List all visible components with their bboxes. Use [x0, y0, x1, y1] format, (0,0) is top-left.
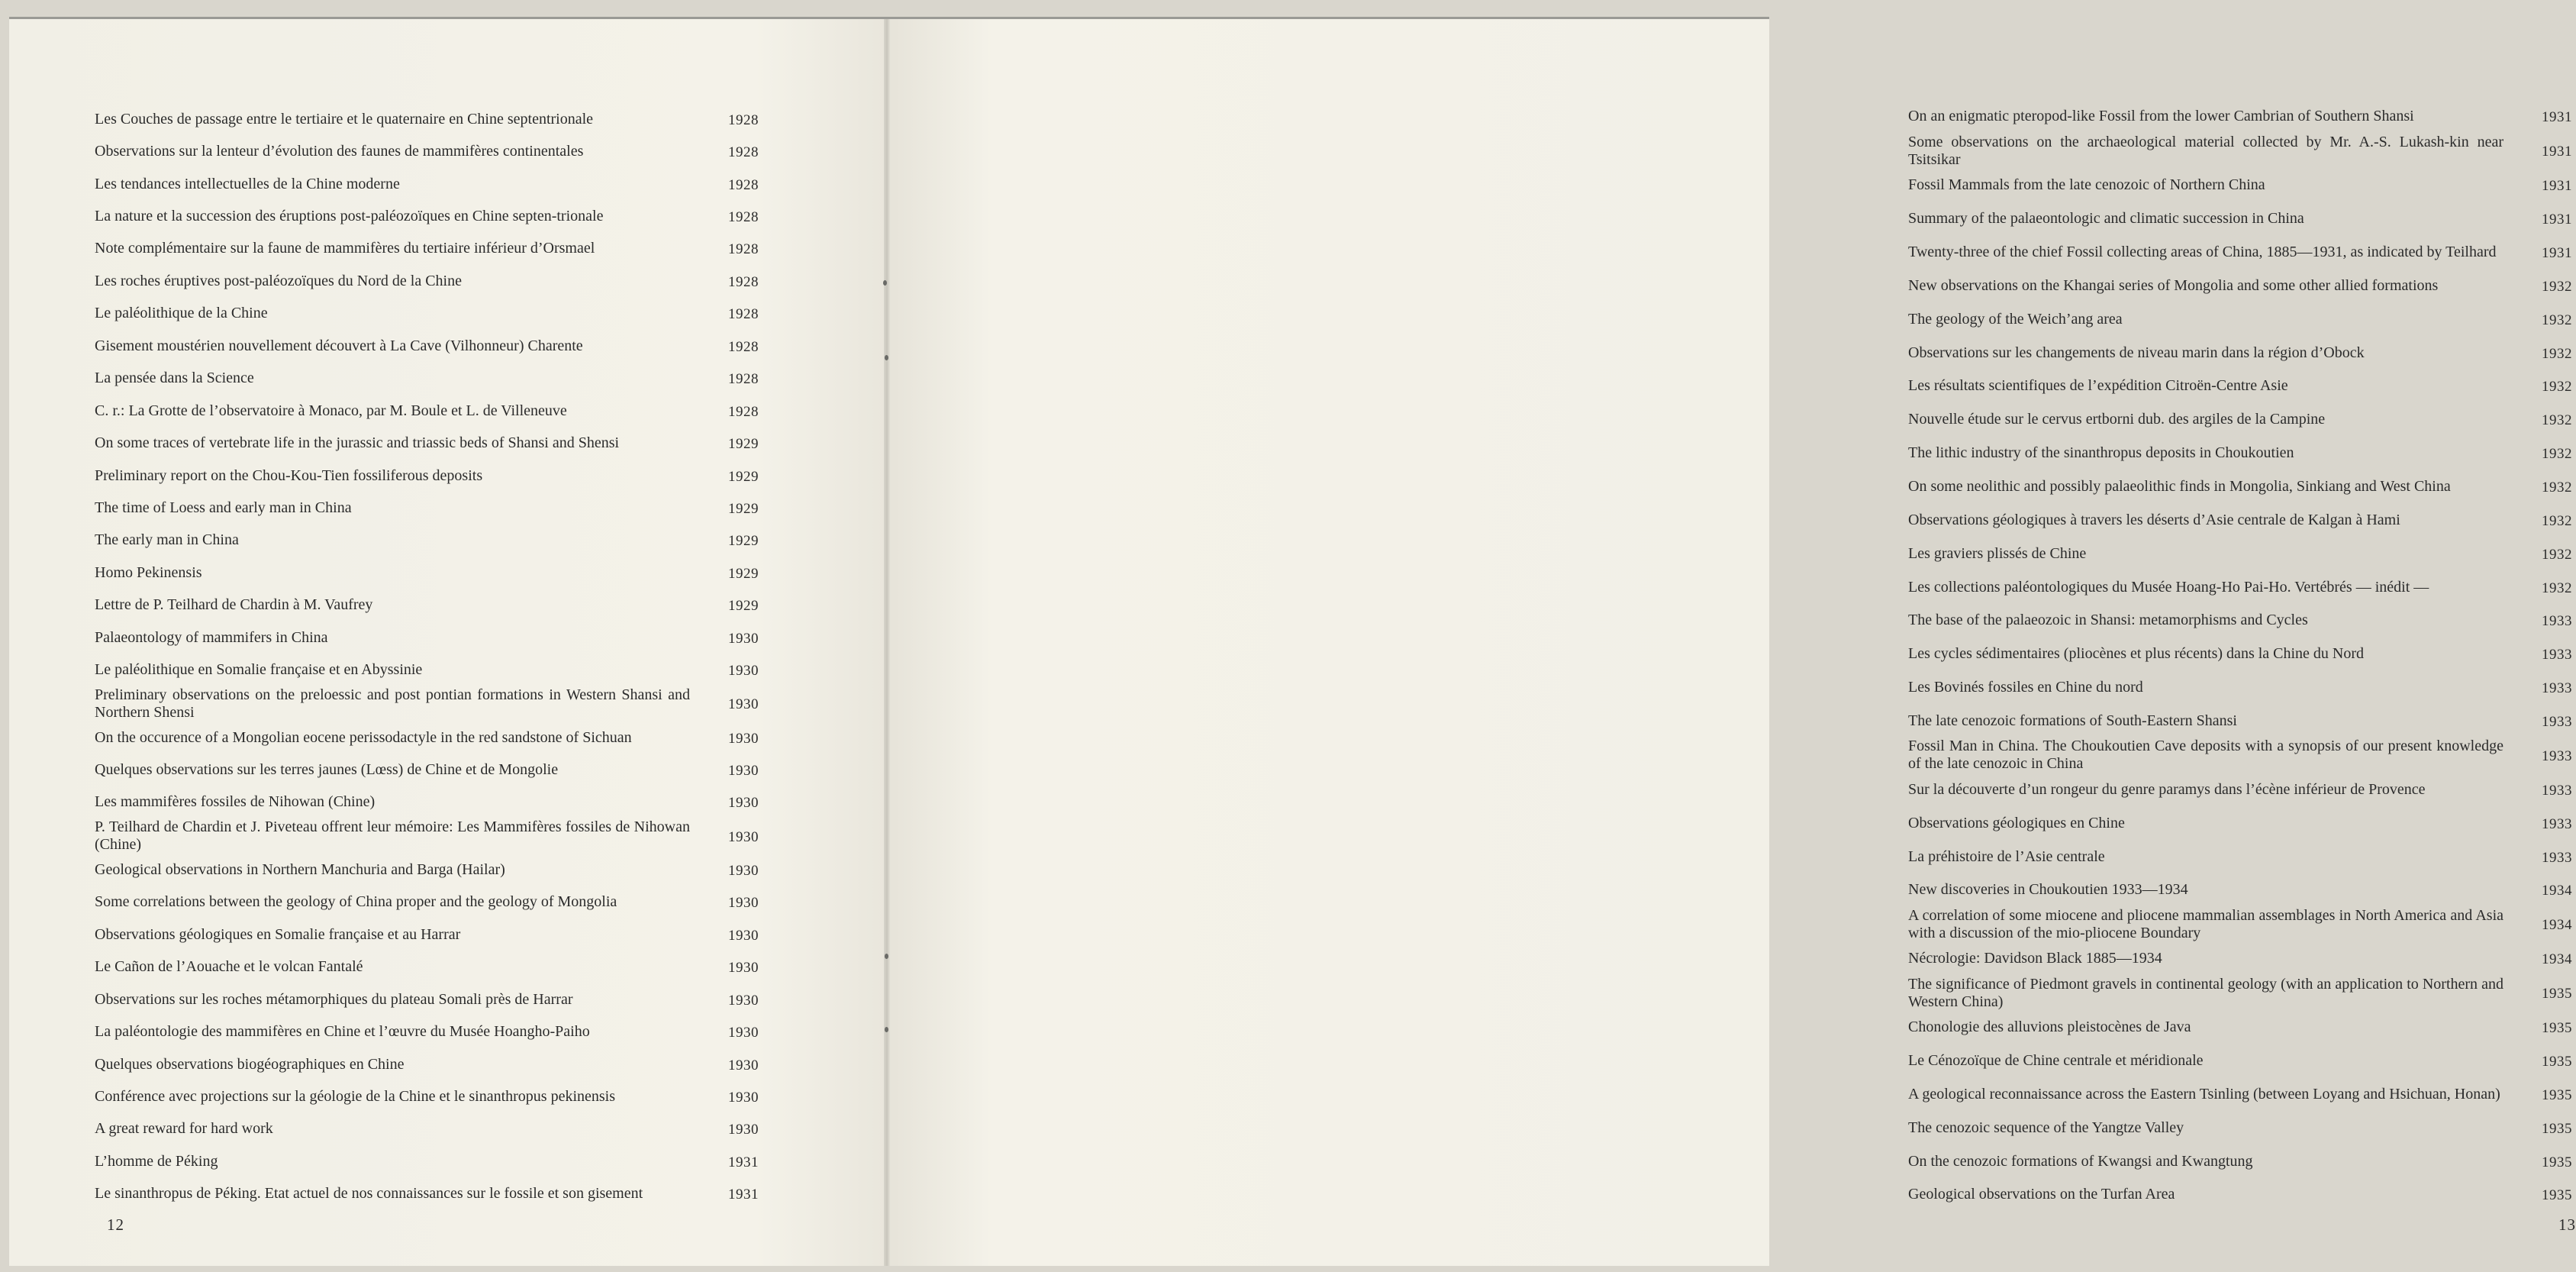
entry-year: 1933 [2542, 647, 2572, 663]
bibliography-entry [1908, 671, 2572, 705]
entry-title: The cenozoic sequence of the Yangtze Valley [1908, 1119, 2184, 1136]
bibliography-entry [1908, 1044, 2572, 1078]
bibliography-entry [1908, 638, 2572, 671]
entry-year: 1932 [2542, 512, 2572, 529]
entry-year: 1928 [728, 338, 759, 355]
bibliography-entry [1908, 202, 2572, 236]
entry-year: 1929 [728, 598, 759, 615]
bibliography-entry [95, 854, 759, 886]
entry-title: The significance of Piedmont gravels in continental geology (with an application to Northern and Western China) [1908, 975, 2503, 1010]
entry-title: Observations géologiques à travers les déserts d’Asie centrale de Kalgan à Hami [1908, 511, 2400, 528]
bibliography-entry [95, 686, 759, 722]
entry-year: 1933 [2542, 680, 2572, 697]
bibliography-entry [1908, 907, 2572, 942]
entry-year: 1934 [2542, 917, 2572, 934]
bibliography-entry [1908, 134, 2572, 169]
entry-title: Summary of the palaeontologic and climatic succession in China [1908, 210, 2304, 228]
entry-title: Quelques observations sur les terres jaunes (Lœss) de Chine et de Mongolie [95, 761, 559, 779]
bibliography-entry [95, 1145, 759, 1177]
entry-year: 1930 [728, 1089, 759, 1106]
bibliography-entry [1908, 1011, 2572, 1044]
entry-title: Les graviers plissés de Chine [1908, 544, 2087, 562]
entry-title: On the occurence of a Mongolian eocene perissodactyle in the red sandstone of Sichuan [95, 728, 632, 746]
entry-title: The late cenozoic formations of South-Eastern Shansi [1908, 712, 2237, 730]
entry-year: 1931 [728, 1186, 759, 1203]
left-page [9, 19, 887, 1266]
entry-title: Observations sur la lenteur d’évolution des faunes de mammifères continentales [95, 143, 584, 160]
entry-year: 1932 [2542, 345, 2572, 362]
entry-title: Chonologie des alluvions pleistocènes de Java [1908, 1019, 2191, 1036]
bibliography-entry [95, 1048, 759, 1080]
entry-title: Les Bovinés fossiles en Chine du nord [1908, 679, 2143, 696]
entry-title: A geological reconnaissance across the Eastern Tsinling (between Loyang and Hsichuan, Honan) [1908, 1085, 2500, 1103]
entry-title: Les collections paléontologiques du Musée Hoang-Ho Pai-Ho. Vertébrés — inédit — [1908, 578, 2429, 596]
entry-year: 1932 [2542, 379, 2572, 395]
entry-year: 1930 [728, 992, 759, 1009]
entry-title: Le paléolithique en Somalie française et en Abyssinie [95, 661, 423, 679]
bibliography-entry [1908, 806, 2572, 840]
entry-title: Les Couches de passage entre le tertiaire et le quaternaire en Chine septentrionale [95, 110, 594, 128]
entry-title: Lettre de P. Teilhard de Chardin à M. Vaufrey [95, 596, 373, 614]
bibliography-entry [1908, 570, 2572, 604]
bibliography-entry [1908, 773, 2572, 806]
entry-year: 1935 [2542, 1154, 2572, 1170]
bibliography-entry [95, 525, 759, 557]
entry-title: Le paléolithique de la Chine [95, 305, 268, 322]
entry-title: The early man in China [95, 531, 239, 549]
entry-year: 1935 [2542, 1086, 2572, 1103]
entry-title: Le sinanthropus de Péking. Etat actuel de nos connaissances sur le fossile et son gisement [95, 1185, 643, 1203]
entry-year: 1932 [2542, 580, 2572, 596]
entry-title: Conférence avec projections sur la géologie de la Chine et le sinanthropus pekinensis [95, 1087, 616, 1105]
bibliography-entry [1908, 437, 2572, 470]
entry-year: 1933 [2542, 714, 2572, 731]
bibliography-entry [95, 427, 759, 459]
entry-year: 1932 [2542, 278, 2572, 295]
entry-year: 1930 [728, 763, 759, 780]
entry-title: On the cenozoic formations of Kwangsi and Kwangtung [1908, 1152, 2253, 1170]
bibliography-entry [1908, 336, 2572, 370]
bibliography-entry [95, 818, 759, 854]
bibliography-entry [1908, 470, 2572, 504]
entry-year: 1929 [728, 436, 759, 453]
entry-year: 1929 [728, 565, 759, 582]
entry-year: 1931 [2542, 109, 2572, 126]
entry-title: Les cycles sédimentaires (pliocènes et plus récents) dans la Chine du Nord [1908, 645, 2365, 663]
entry-title: Fossil Mammals from the late cenozoic of Northern China [1908, 176, 2265, 194]
entry-year: 1934 [2542, 951, 2572, 968]
entry-year: 1932 [2542, 446, 2572, 463]
bibliography-entry [1908, 1111, 2572, 1144]
entry-year: 1929 [728, 533, 759, 550]
right-bibliography-list [1908, 100, 2572, 1212]
entry-title: La pensée dans la Science [95, 370, 254, 387]
bibliography-entry [95, 298, 759, 330]
paper-speck [885, 355, 888, 360]
paper-speck [885, 1027, 888, 1032]
entry-title: Nouvelle étude sur le cervus ertborni dub. des argiles de la Campine [1908, 411, 2326, 428]
entry-year: 1930 [728, 960, 759, 977]
bibliography-entry [1908, 705, 2572, 738]
entry-year: 1930 [728, 663, 759, 680]
entry-title: The geology of the Weich’ang area [1908, 310, 2123, 328]
entry-title: Geological observations on the Turfan Area [1908, 1186, 2175, 1203]
entry-title: A great reward for hard work [95, 1120, 273, 1138]
entry-year: 1930 [728, 862, 759, 879]
bibliography-entry [95, 786, 759, 818]
entry-year: 1935 [2542, 1187, 2572, 1204]
entry-year: 1934 [2542, 883, 2572, 899]
entry-year: 1930 [728, 927, 759, 944]
entry-year: 1935 [2542, 1120, 2572, 1137]
bibliography-entry [1908, 738, 2572, 773]
entry-year: 1928 [728, 306, 759, 323]
bibliography-entry [95, 135, 759, 167]
entry-title: On some neolithic and possibly palaeolithic finds in Mongolia, Sinkiang and West China [1908, 478, 2451, 496]
bibliography-entry [95, 1178, 759, 1210]
bibliography-entry [1908, 840, 2572, 873]
entry-title: Some correlations between the geology of China proper and the geology of Mongolia [95, 893, 617, 911]
bibliography-entry [95, 1113, 759, 1145]
entry-year: 1928 [728, 209, 759, 226]
book-gutter [884, 19, 890, 1266]
book-spread [9, 17, 2576, 1266]
entry-year: 1928 [728, 371, 759, 388]
right-page-number: 13 [2558, 1216, 2576, 1234]
entry-title: Homo Pekinensis [95, 563, 202, 581]
entry-year: 1928 [728, 403, 759, 420]
bibliography-entry [95, 886, 759, 918]
entry-year: 1930 [728, 630, 759, 647]
entry-title: On some traces of vertebrate life in the jurassic and triassic beds of Shansi and Shensi [95, 434, 620, 452]
right-page [887, 19, 2576, 1266]
paper-speck [885, 954, 888, 959]
bibliography-entry [95, 103, 759, 135]
bibliography-entry [1908, 269, 2572, 302]
bibliography-entry [95, 918, 759, 951]
bibliography-entry [1908, 169, 2572, 202]
bibliography-entry [1908, 873, 2572, 907]
entry-year: 1933 [2542, 782, 2572, 799]
entry-title: The lithic industry of the sinanthropus deposits in Choukoutien [1908, 444, 2294, 462]
entry-title: Observations géologiques en Somalie française et au Harrar [95, 925, 461, 943]
bibliography-entry [95, 983, 759, 1015]
entry-title: Palaeontology of mammifers in China [95, 628, 328, 646]
entry-year: 1929 [728, 468, 759, 485]
left-bibliography-list [95, 103, 759, 1210]
bibliography-entry [1908, 942, 2572, 976]
bibliography-entry [95, 492, 759, 524]
entry-year: 1935 [2542, 1020, 2572, 1037]
bibliography-entry [95, 557, 759, 589]
bibliography-entry [95, 1080, 759, 1112]
bibliography-entry [95, 233, 759, 265]
entry-year: 1933 [2542, 747, 2572, 764]
bibliography-entry [1908, 537, 2572, 570]
entry-year: 1928 [728, 273, 759, 290]
entry-title: Observations sur les changements de niveau marin dans la région d’Obock [1908, 344, 2365, 361]
entry-year: 1928 [728, 111, 759, 128]
entry-year: 1931 [2542, 245, 2572, 261]
entry-year: 1932 [2542, 312, 2572, 328]
entry-title: Les roches éruptives post-paléozoïques du Nord de la Chine [95, 272, 462, 289]
entry-title: Le Cañon de l’Aouache et le volcan Fantalé [95, 958, 363, 976]
entry-title: Fossil Man in China. The Choukoutien Cave deposits with a synopsis of our present knowledge of the late cenozoic in China [1908, 738, 2503, 773]
bibliography-entry [95, 363, 759, 395]
bibliography-entry [95, 460, 759, 492]
bibliography-entry [1908, 403, 2572, 437]
entry-year: 1928 [728, 241, 759, 258]
entry-year: 1930 [728, 895, 759, 912]
entry-title: Preliminary report on the Chou-Kou-Tien fossiliferous deposits [95, 467, 483, 484]
entry-title: Some observations on the archaeological material collected by Mr. A.-S. Lukash-kin near Tsitsikar [1908, 133, 2503, 168]
entry-title: Le Cénozoïque de Chine centrale et méridionale [1908, 1052, 2204, 1070]
bibliography-entry [95, 1015, 759, 1048]
entry-title: New observations on the Khangai series of Mongolia and some other allied formations [1908, 276, 2439, 294]
entry-year: 1930 [728, 795, 759, 812]
entry-year: 1930 [728, 1122, 759, 1138]
entry-year: 1932 [2542, 546, 2572, 563]
bibliography-entry [95, 200, 759, 232]
entry-title: Quelques observations biogéographiques en Chine [95, 1055, 405, 1073]
bibliography-entry [1908, 976, 2572, 1011]
entry-title: The time of Loess and early man in China [95, 499, 352, 516]
entry-year: 1931 [2542, 178, 2572, 195]
entry-title: Geological observations in Northern Manchuria and Barga (Hailar) [95, 860, 505, 878]
entry-year: 1930 [728, 730, 759, 747]
bibliography-entry [1908, 236, 2572, 270]
bibliography-entry [95, 265, 759, 297]
entry-year: 1930 [728, 1025, 759, 1041]
entry-year: 1931 [2542, 211, 2572, 228]
entry-year: 1930 [728, 696, 759, 713]
entry-title: A correlation of some miocene and pliocene mammalian assemblages in North America and Asia with a discussion of the mio-pliocene Boundary [1908, 906, 2503, 941]
bibliography-entry [1908, 1077, 2572, 1111]
bibliography-entry [95, 621, 759, 654]
bibliography-entry [1908, 1178, 2572, 1212]
entry-year: 1933 [2542, 613, 2572, 630]
bibliography-entry [95, 722, 759, 754]
entry-title: Les mammifères fossiles de Nihowan (Chine) [95, 793, 376, 811]
bibliography-entry [1908, 302, 2572, 336]
entry-year: 1933 [2542, 815, 2572, 832]
left-page-number: 12 [107, 1216, 124, 1234]
entry-year: 1935 [2542, 986, 2572, 1002]
entry-year: 1931 [2542, 144, 2572, 160]
bibliography-entry [95, 951, 759, 983]
entry-year: 1931 [728, 1154, 759, 1170]
entry-year: 1932 [2542, 412, 2572, 429]
entry-title: La paléontologie des mammifères en Chine et l’œuvre du Musée Hoangho-Paiho [95, 1023, 590, 1041]
entry-year: 1932 [2542, 479, 2572, 496]
bibliography-entry [95, 654, 759, 686]
bibliography-entry [1908, 370, 2572, 403]
bibliography-entry [95, 589, 759, 621]
entry-title: The base of the palaeozoic in Shansi: metamorphisms and Cycles [1908, 612, 2308, 629]
entry-title: Observations géologiques en Chine [1908, 814, 2125, 831]
entry-title: L’homme de Péking [95, 1152, 218, 1170]
entry-title: New discoveries in Choukoutien 1933—1934 [1908, 881, 2188, 899]
entry-title: Les résultats scientifiques de l’expédition Citroën-Centre Asie [1908, 377, 2288, 395]
bibliography-entry [1908, 1144, 2572, 1178]
entry-year: 1928 [728, 176, 759, 193]
entry-title: Nécrologie: Davidson Black 1885—1934 [1908, 950, 2162, 967]
entry-title: Les tendances intellectuelles de la Chine moderne [95, 175, 400, 192]
entry-title: Note complémentaire sur la faune de mammifères du tertiaire inférieur d’Orsmael [95, 240, 595, 257]
entry-year: 1930 [728, 828, 759, 845]
bibliography-entry [95, 168, 759, 200]
entry-year: 1929 [728, 500, 759, 517]
entry-year: 1933 [2542, 849, 2572, 866]
bibliography-entry [1908, 100, 2572, 134]
entry-title: La préhistoire de l’Asie centrale [1908, 847, 2105, 865]
entry-title: Preliminary observations on the preloessic and post pontian formations in Western Shansi and Northern Shensi [95, 686, 690, 721]
entry-year: 1935 [2542, 1054, 2572, 1070]
entry-title: Sur la découverte d’un rongeur du genre paramys dans l’écène inférieur de Provence [1908, 780, 2426, 798]
bibliography-entry [1908, 604, 2572, 638]
bibliography-entry [1908, 503, 2572, 537]
entry-year: 1930 [728, 1057, 759, 1073]
entry-title: Gisement moustérien nouvellement découvert à La Cave (Vilhonneur) Charente [95, 337, 583, 354]
entry-title: La nature et la succession des éruptions post-paléozoïques en Chine septen-trionale [95, 208, 604, 225]
entry-title: C. r.: La Grotte de l’observatoire à Monaco, par M. Boule et L. de Villeneuve [95, 402, 567, 419]
entry-title: P. Teilhard de Chardin et J. Piveteau offrent leur mémoire: Les Mammifères fossiles de Nihowan (Chine) [95, 818, 690, 854]
paper-speck [883, 280, 887, 286]
bibliography-entry [95, 754, 759, 786]
entry-title: On an enigmatic pteropod-like Fossil from the lower Cambrian of Southern Shansi [1908, 108, 2414, 125]
bibliography-entry [95, 330, 759, 362]
entry-title: Observations sur les roches métamorphiques du plateau Somali près de Harrar [95, 990, 573, 1008]
entry-title: Twenty-three of the chief Fossil collecting areas of China, 1885—1931, as indicated by Teilhard [1908, 244, 2497, 260]
entry-year: 1928 [728, 144, 759, 161]
bibliography-entry [95, 395, 759, 427]
